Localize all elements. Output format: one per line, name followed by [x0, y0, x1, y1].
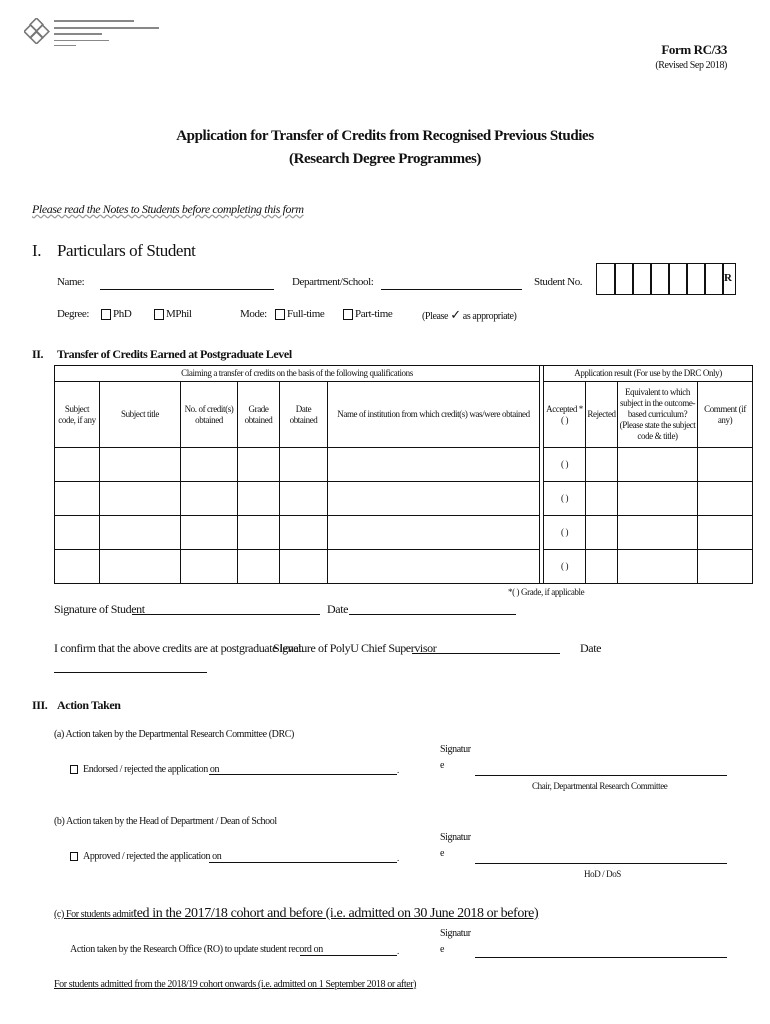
supervisor-signature-label: Signature of PolyU Chief Supervisor: [273, 641, 437, 655]
fulltime-option[interactable]: [275, 308, 324, 320]
hod-signature-field[interactable]: [475, 863, 727, 864]
cell-subject-title[interactable]: [100, 516, 181, 550]
student-signature-label: Signature of Student: [54, 602, 145, 616]
mphil-checkbox[interactable]: [154, 309, 164, 320]
action-c-label-small: (c) For students admit: [54, 909, 134, 920]
table-row: [55, 482, 753, 516]
cell-credits[interactable]: [181, 448, 238, 482]
action-a-label: (a) Action taken by the Departmental Research Committee (DRC): [54, 729, 294, 740]
cell-equivalent[interactable]: [618, 448, 698, 482]
period: .: [397, 853, 399, 863]
drc-chair-role: Chair, Departmental Research Committee: [532, 781, 668, 791]
section-2-heading: Transfer of Credits Earned at Postgraduate Level: [57, 347, 292, 361]
form-number: Form RC/33: [661, 42, 727, 57]
signature-label-part1: Signatur: [440, 928, 471, 939]
parttime-checkbox[interactable]: [343, 309, 353, 320]
col-credits: No. of credit(s) obtained: [181, 382, 238, 448]
cell-subject-code[interactable]: [55, 448, 100, 482]
col-subject-title: Subject title: [100, 382, 181, 448]
section-1-number: I.: [32, 241, 42, 260]
supervisor-date-label: Date: [580, 641, 602, 655]
cell-grade[interactable]: [238, 516, 280, 550]
student-no-box[interactable]: [686, 263, 706, 295]
cell-accepted[interactable]: ( ): [544, 482, 586, 516]
section-3-heading: Action Taken: [57, 698, 121, 712]
fulltime-label: Full-time: [287, 308, 325, 320]
mode-label: Mode:: [240, 308, 267, 320]
approved-checkbox[interactable]: [70, 852, 78, 861]
cell-rejected[interactable]: [586, 516, 618, 550]
col-rejected: Rejected: [586, 382, 618, 448]
mphil-option[interactable]: [154, 308, 192, 320]
cell-subject-code[interactable]: [55, 550, 100, 584]
cell-comment[interactable]: [698, 516, 753, 550]
form-title: Application for Transfer of Credits from Recognised Previous Studies: [176, 128, 594, 144]
student-no-box[interactable]: [632, 263, 652, 295]
ro-signature-field[interactable]: [475, 957, 727, 958]
signature-label-a: [440, 742, 471, 774]
cell-credits[interactable]: [181, 482, 238, 516]
student-no-box[interactable]: [704, 263, 724, 295]
result-header: Application result (For use by the DRC Only): [544, 366, 753, 382]
ro-date-field[interactable]: [300, 955, 397, 956]
period: .: [397, 765, 399, 775]
endorsed-label: Endorsed / rejected the application on: [83, 764, 220, 775]
student-no-box[interactable]: [614, 263, 634, 295]
student-no-box[interactable]: [668, 263, 688, 295]
period: .: [397, 946, 399, 956]
cell-institution[interactable]: [328, 516, 540, 550]
hod-role: HoD / DoS: [584, 869, 621, 879]
approved-label: Approved / rejected the application on: [83, 851, 222, 862]
table-row: [55, 448, 753, 482]
col-grade: Grade obtained: [238, 382, 280, 448]
cell-institution[interactable]: [328, 448, 540, 482]
fulltime-checkbox[interactable]: [275, 309, 285, 320]
table-row: [55, 550, 753, 584]
parttime-option[interactable]: [343, 308, 392, 320]
signature-label-part2: e: [440, 848, 445, 859]
claim-header: Claiming a transfer of credits on the basis of the following qualifications: [55, 366, 540, 382]
phd-checkbox[interactable]: [101, 309, 111, 320]
tick-instruction: [422, 309, 517, 322]
section-1-heading: Particulars of Student: [57, 241, 196, 260]
confirm-statement: I confirm that the above credits are at postgraduate level.: [54, 641, 304, 655]
drc-chair-signature-field[interactable]: [475, 775, 727, 776]
student-no-label: Student No.: [534, 276, 583, 288]
university-logo: [24, 16, 164, 56]
signature-label-c: [440, 926, 471, 958]
student-no-suffix-box: [722, 263, 736, 295]
signature-label-part1: Signatur: [440, 832, 471, 843]
cell-equivalent[interactable]: [618, 482, 698, 516]
cell-grade[interactable]: [238, 550, 280, 584]
student-no-box[interactable]: [596, 263, 616, 295]
cell-date[interactable]: [280, 482, 328, 516]
col-accepted: Accepted *( ): [544, 382, 586, 448]
cell-subject-code[interactable]: [55, 516, 100, 550]
endorsed-date-field[interactable]: [209, 774, 397, 775]
col-date: Date obtained: [280, 382, 328, 448]
cell-date[interactable]: [280, 516, 328, 550]
action-b-label: (b) Action taken by the Head of Department / Dean of School: [54, 816, 277, 827]
cell-credits[interactable]: [181, 550, 238, 584]
cell-accepted[interactable]: ( ): [544, 550, 586, 584]
cell-comment[interactable]: [698, 448, 753, 482]
cell-equivalent[interactable]: [618, 550, 698, 584]
credits-table: [54, 365, 753, 584]
action-c-label-large: ted in the 2017/18 cohort and before (i.e. admitted on 30 June 2018 or before): [133, 906, 539, 921]
ro-action-label: Action taken by the Research Office (RO) to update student record on: [70, 944, 323, 955]
signature-label-b: [440, 830, 471, 862]
cell-rejected[interactable]: [586, 448, 618, 482]
cell-rejected[interactable]: [586, 550, 618, 584]
action-b-row: [70, 851, 221, 862]
action-c-label: [54, 904, 538, 922]
supervisor-signature-field[interactable]: [412, 653, 560, 654]
approved-date-field[interactable]: [209, 862, 397, 863]
action-c2-label: For students admitted from the 2018/19 cohort onwards (i.e. admitted on 1 September 2018 or after): [54, 979, 417, 990]
table-row: [55, 516, 753, 550]
student-no-box[interactable]: [650, 263, 670, 295]
signature-label-part1: Signatur: [440, 744, 471, 755]
cell-credits[interactable]: [181, 516, 238, 550]
cell-equivalent[interactable]: [618, 516, 698, 550]
logo-emblem-icon: [24, 18, 54, 44]
endorsed-checkbox[interactable]: [70, 765, 78, 774]
cell-accepted[interactable]: ( ): [544, 516, 586, 550]
cell-grade[interactable]: [238, 448, 280, 482]
col-comment: Comment (if any): [698, 382, 753, 448]
name-label: Name:: [57, 276, 85, 288]
supervisor-date-field[interactable]: [54, 672, 207, 673]
student-no-suffix: R: [724, 272, 732, 284]
cell-rejected[interactable]: [586, 482, 618, 516]
instructions-note: Please read the Notes to Students before completing this form: [32, 202, 304, 216]
section-3-number: III.: [32, 698, 48, 712]
phd-option[interactable]: [101, 308, 131, 320]
checkmark-icon: ✓: [450, 307, 461, 322]
signature-label-part2: e: [440, 760, 445, 771]
revision-date: (Revised Sep 2018): [655, 60, 727, 71]
phd-label: PhD: [113, 308, 132, 320]
cell-subject-title[interactable]: [100, 448, 181, 482]
degree-label: Degree:: [57, 308, 90, 320]
cell-accepted[interactable]: ( ): [544, 448, 586, 482]
student-date-field[interactable]: [349, 614, 516, 615]
student-signature-field[interactable]: [132, 614, 320, 615]
cell-date[interactable]: [280, 550, 328, 584]
col-subject-code: Subject code, if any: [55, 382, 100, 448]
signature-label-part2: e: [440, 944, 445, 955]
cell-comment[interactable]: [698, 482, 753, 516]
cell-institution[interactable]: [328, 482, 540, 516]
col-equivalent: Equivalent to which subject in the outcome-based curriculum? (Please state the subject code & title): [618, 382, 698, 448]
cell-subject-title[interactable]: [100, 550, 181, 584]
mphil-label: MPhil: [166, 308, 192, 320]
cell-subject-title[interactable]: [100, 482, 181, 516]
tick-instruction-suffix: as appropriate): [462, 311, 517, 322]
department-field[interactable]: [381, 289, 522, 290]
grade-footnote: *( ) Grade, if applicable: [508, 587, 585, 597]
action-a-row: [70, 764, 219, 775]
col-institution: Name of institution from which credit(s) was/were obtained: [328, 382, 540, 448]
cell-date[interactable]: [280, 448, 328, 482]
cell-grade[interactable]: [238, 482, 280, 516]
cell-institution[interactable]: [328, 550, 540, 584]
student-date-label: Date: [327, 602, 349, 616]
department-label: Department/School:: [292, 276, 374, 288]
section-2-number: II.: [32, 347, 44, 361]
cell-subject-code[interactable]: [55, 482, 100, 516]
tick-instruction-prefix: (Please: [422, 311, 449, 322]
form-subtitle: (Research Degree Programmes): [288, 151, 482, 167]
parttime-label: Part-time: [355, 308, 393, 320]
name-field[interactable]: [100, 289, 274, 290]
cell-comment[interactable]: [698, 550, 753, 584]
